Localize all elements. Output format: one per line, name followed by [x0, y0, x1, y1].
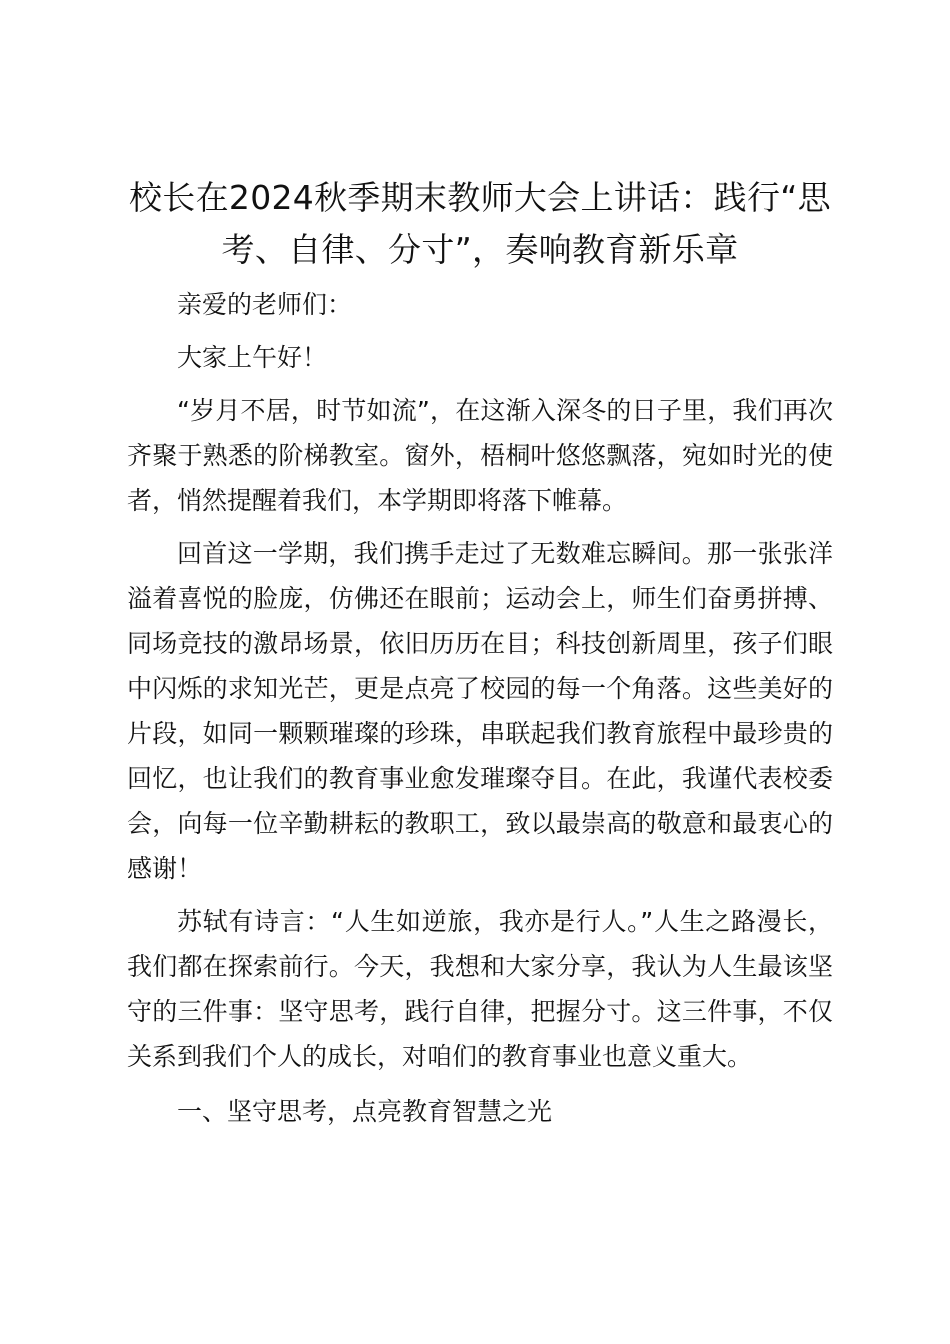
salutation: 亲爱的老师们： — [177, 290, 353, 319]
greeting: 大家上午好！ — [177, 343, 328, 372]
document-body — [127, 172, 833, 1134]
document-title: 校长在2024秋季期末教师大会上讲话：践行“思考、自律、分寸”，奏响教育新乐章 — [129, 178, 831, 269]
body-paragraph: 回首这一学期，我们携手走过了无数难忘瞬间。那一张张洋溢着喜悦的脸庞，仿佛还在眼前；运动会上，师生们奋勇拼搏、同场竞技的激昂场景，依旧历历在目；科技创新周里，孩子们眼中闪烁的求知光芒，更是点亮了校园的每一个角落。这些美好的片段，如同一颗颗璀璨的珍珠，串联起我们教育旅程中最珍贵的回忆，也让我们的教育事业愈发璀璨夺目。在此，我谨代表校委会，向每一位辛勤耕耘的教职工，致以最崇高的敬意和最衷心的感谢！ — [127, 539, 833, 883]
body-paragraph: 苏轼有诗言：“人生如逆旅，我亦是行人。”人生之路漫长，我们都在探索前行。今天，我想和大家分享，我认为人生最该坚守的三件事：坚守思考，践行自律，把握分寸。这三件事，不仅关系到我们个人的成长，对咱们的教育事业也意义重大。 — [127, 907, 833, 1071]
body-paragraph: “岁月不居，时节如流”，在这渐入深冬的日子里，我们再次齐聚于熟悉的阶梯教室。窗外，梧桐叶悠悠飘落，宛如时光的使者，悄然提醒着我们，本学期即将落下帷幕。 — [127, 396, 833, 515]
section-heading: 一、坚守思考，点亮教育智慧之光 — [177, 1097, 553, 1126]
